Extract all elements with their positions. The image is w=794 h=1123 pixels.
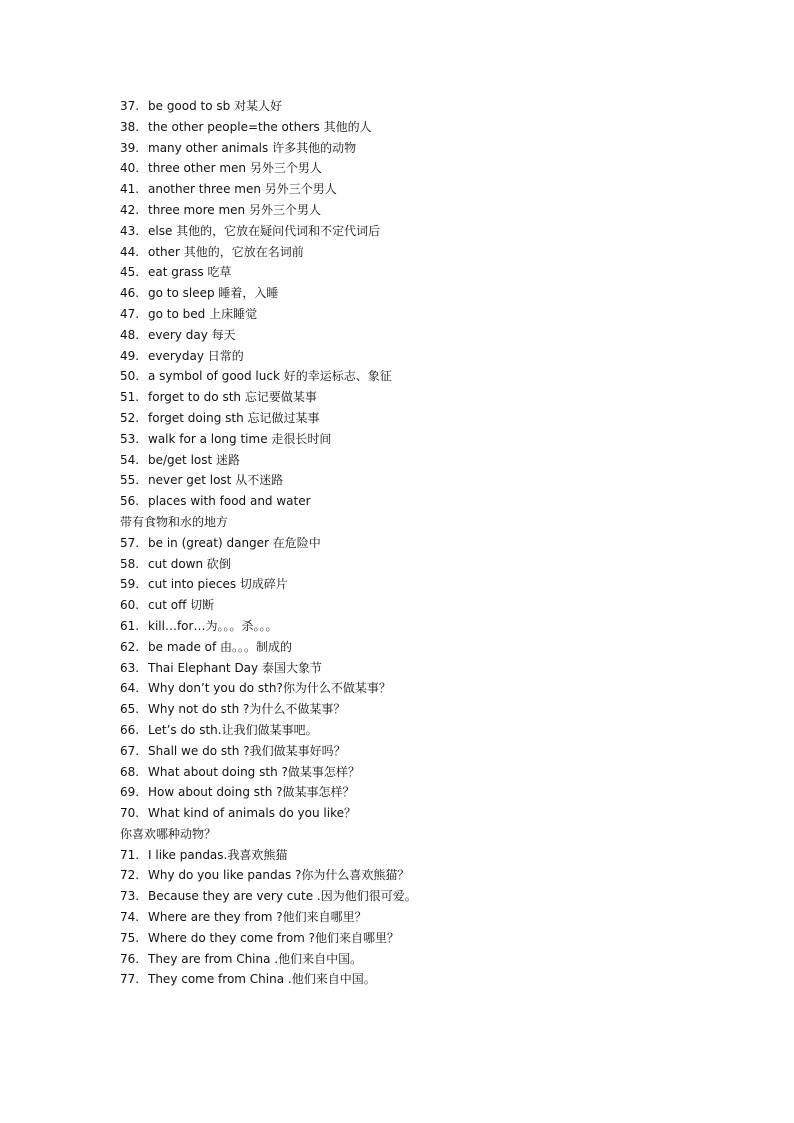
item-number: 39. [120,140,140,155]
list-item [120,762,740,783]
list-item [120,595,740,616]
item-number: 43. [120,223,140,238]
list-item [120,574,740,595]
item-text: walk for a long time 走很长时间 [148,431,332,446]
item-number: 74. [120,910,140,925]
item-text: cut into pieces 切成碎片 [148,577,288,592]
item-text: other 其他的，它放在名词前 [148,244,304,259]
item-number: 77. [120,972,140,987]
list-item [120,96,740,117]
list-item [120,491,740,512]
item-number: 46. [120,286,140,301]
item-text: Why do you like pandas ?你为什么喜欢熊猫？ [148,868,410,883]
list-item [120,782,740,803]
list-item [120,450,740,471]
list-item [120,325,740,346]
item-text: 你喜欢哪种动物？ [120,826,217,841]
item-text: Thai Elephant Day 泰国大象节 [148,660,322,675]
item-text: another three men 另外三个男人 [148,182,337,197]
item-number: 37. [120,99,140,113]
list-item [120,138,740,159]
item-number: 57. [120,535,140,550]
item-text: forget to do sth 忘记要做某事 [148,390,317,405]
item-text: eat grass 吃草 [148,265,232,280]
list-item [120,637,740,658]
item-text: kill…for…为。。。杀。。。 [148,618,278,633]
item-number: 75. [120,930,140,945]
item-number: 58. [120,556,140,571]
list-item [120,886,740,907]
item-text: Because they are very cute .因为他们很可爱。 [148,889,417,904]
item-text: forget doing sth 忘记做过某事 [148,410,320,425]
list-item [120,803,740,824]
list-item-continuation [120,512,740,533]
list-item [120,408,740,429]
item-number: 53. [120,431,140,446]
item-number: 42. [120,202,140,217]
item-text: three other men 另外三个男人 [148,161,322,176]
item-number: 62. [120,639,140,654]
item-text: Shall we do sth ?我们做某事好吗？ [148,743,346,758]
item-text: places with food and water [148,494,311,509]
list-item [120,658,740,679]
list-item [120,117,740,138]
list-item [120,720,740,741]
list-item [120,200,740,221]
item-text: What kind of animals do you like？ [148,806,356,821]
item-number: 50. [120,369,140,384]
item-text: everyday 日常的 [148,348,244,363]
item-number: 60. [120,598,140,613]
item-number: 61. [120,618,140,633]
item-text: What about doing sth ?做某事怎样？ [148,764,360,779]
item-number: 48. [120,327,140,342]
item-number: 73. [120,889,140,904]
item-number: 76. [120,951,140,966]
list-item [120,969,740,990]
item-text: I like pandas.我喜欢熊猫 [148,847,288,862]
item-text: else 其他的，它放在疑问代词和不定代词后 [148,223,381,238]
item-number: 72. [120,868,140,883]
item-number: 68. [120,764,140,779]
item-number: 40. [120,161,140,176]
item-number: 71. [120,847,140,862]
item-text: many other animals 许多其他的动物 [148,140,357,155]
list-item [120,865,740,886]
item-number: 45. [120,265,140,280]
item-text: a symbol of good luck 好的幸运标志、象征 [148,369,392,384]
item-number: 64. [120,681,140,696]
list-item [120,699,740,720]
list-item [120,949,740,970]
list-item [120,387,740,408]
item-text: the other people=the others 其他的人 [148,119,372,134]
item-text: Why don’t you do sth?你为什么不做某事？ [148,681,391,696]
list-item [120,616,740,637]
item-number: 69. [120,785,140,800]
item-text: 带有食物和水的地方 [120,514,229,529]
list-item [120,554,740,575]
item-number: 52. [120,410,140,425]
list-item [120,907,740,928]
item-text: be in (great) danger 在危险中 [148,535,321,550]
item-text: be good to sb 对某人好 [148,99,283,113]
item-text: never get lost 从不迷路 [148,473,284,488]
item-number: 56. [120,494,140,509]
item-text: They come from China .他们来自中国。 [148,972,376,987]
item-text: Let’s do sth.让我们做某事吧。 [148,722,318,737]
list-item [120,346,740,367]
list-item [120,845,740,866]
list-item [120,366,740,387]
list-item [120,179,740,200]
list-item [120,221,740,242]
item-number: 67. [120,743,140,758]
list-item [120,741,740,762]
item-text: Where do they come from ?他们来自哪里？ [148,930,400,945]
item-number: 44. [120,244,140,259]
list-item [120,470,740,491]
list-item [120,262,740,283]
item-text: three more men 另外三个男人 [148,202,321,217]
item-number: 66. [120,722,140,737]
item-text: go to bed 上床睡觉 [148,306,258,321]
vocabulary-list [120,96,740,990]
item-text: How about doing sth ?做某事怎样？ [148,785,355,800]
item-number: 65. [120,702,140,717]
item-text: cut down 砍倒 [148,556,231,571]
item-number: 54. [120,452,140,467]
item-number: 70. [120,806,140,821]
item-text: go to sleep 睡着，入睡 [148,286,279,301]
list-item [120,533,740,554]
item-text: every day 每天 [148,327,236,342]
item-number: 59. [120,577,140,592]
item-text: cut off 切断 [148,598,215,613]
item-text: be made of 由。。。制成的 [148,639,293,654]
list-item [120,242,740,263]
item-text: Where are they from ?他们来自哪里？ [148,910,367,925]
item-number: 47. [120,306,140,321]
item-number: 63. [120,660,140,675]
list-item [120,158,740,179]
list-item [120,283,740,304]
list-item [120,304,740,325]
item-text: Why not do sth ?为什么不做某事？ [148,702,346,717]
list-item [120,678,740,699]
list-item-continuation [120,824,740,845]
list-item [120,429,740,450]
item-number: 41. [120,182,140,197]
item-text: They are from China .他们来自中国。 [148,951,363,966]
item-text: be/get lost 迷路 [148,452,241,467]
item-number: 49. [120,348,140,363]
item-number: 55. [120,473,140,488]
list-item [120,928,740,949]
item-number: 38. [120,119,140,134]
item-number: 51. [120,390,140,405]
